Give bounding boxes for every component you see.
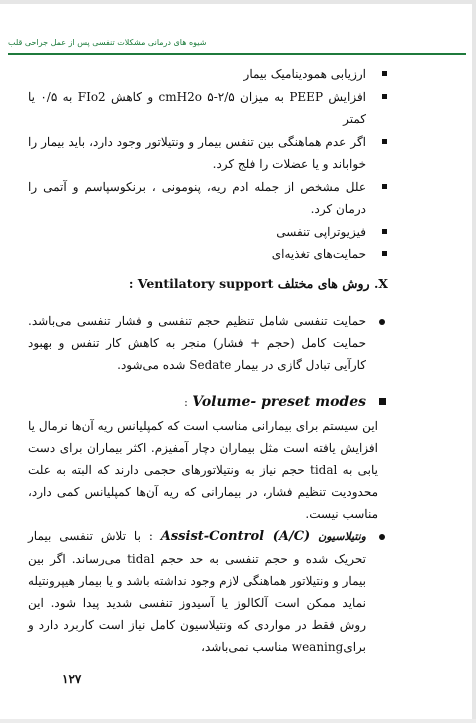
page-frame-right xyxy=(472,0,476,723)
support-paragraph: حمایت تنفسی شامل تنظیم حجم تنفسی و فشار تنفسی می‌باشد. حمایت کامل (حجم + فشار) منجر به کاهش کار تنفس و بهبود کارآیی تبادل گازی در بیمار Sedate شده می‌شود. xyxy=(28,310,388,376)
page-frame-top xyxy=(0,0,476,4)
page-frame-bottom xyxy=(0,719,476,723)
list-item: علل مشخص از جمله ادم ریه، پنومونی ، برنکوسپاسم و آتمی را درمان کرد. xyxy=(28,176,388,221)
section-number: X. xyxy=(373,275,388,291)
volume-modes-heading: Volume- preset modes : xyxy=(28,390,388,415)
square-bullet-icon xyxy=(379,398,386,405)
list-item: ارزیابی همودینامیک بیمار xyxy=(28,63,388,86)
round-bullet-icon xyxy=(379,319,385,325)
square-bullet-icon xyxy=(382,184,387,189)
list-item: اگر عدم هماهنگی بین تنفس بیمار و ونتیلاتور وجود دارد، باید بیمار را خواباند و یا عضلات را فلج کرد. xyxy=(28,131,388,176)
page-body xyxy=(28,63,388,658)
round-bullet-icon xyxy=(379,534,385,540)
square-bullet-icon xyxy=(382,251,387,256)
list-item: افزایش PEEP به میزان cmH2o ۵-۲/۵ و کاهش FIo2 به ۰/۵ یا کمتر xyxy=(28,86,388,131)
bullet-list xyxy=(28,63,388,266)
list-item: فیزیوتراپی تنفسی xyxy=(28,221,388,244)
section-title-en: Ventilatory support : xyxy=(128,275,274,291)
page-number: ۱۲۷ xyxy=(62,672,82,686)
square-bullet-icon xyxy=(382,139,387,144)
section-heading xyxy=(28,272,388,296)
section-title-fa: روش های مختلف xyxy=(277,275,370,291)
header-rule xyxy=(8,53,466,55)
square-bullet-icon xyxy=(382,71,387,76)
square-bullet-icon xyxy=(382,94,387,99)
assist-control-paragraph: ونتیلاسیون Assist-Control (A/C) : با تلاش تنفسی بیمار تحریک شده و حجم تنفسی به حد حجم tidal می‌رساند. اگر بین بیمار و ونتیلاتور هماهنگی لازم وجود نداشته باشد و یا بیمار هیپرونتیله نماید ممکن است آلکالوز یا آسیدوز تنفسی شدید پیدا شود. این روش فقط در مواردی که ونتیلاسیون کامل نیاز است کاربرد دارد و برایweaning مناسب نمی‌باشد، xyxy=(28,525,388,658)
square-bullet-icon xyxy=(382,229,387,234)
list-item: حمایت‌های تغذیه‌ای xyxy=(28,243,388,266)
volume-modes-paragraph: این سیستم برای بیمارانی مناسب است که کمپلیانس ریه آن‌ها نرمال یا افزایش یافته است مثل بیماران دچار آمفیزم. اکثر بیماران برای دست یابی به tidal حجم نیاز به ونتیلاتورهای حجمی دارند که البته به علت محدودیت تنظیم فشار، در بیمارانی که ریه آن‌ها کمپلیانس کمی دارد، مناسب نیست. xyxy=(28,418,378,521)
running-header: شیوه های درمانی مشکلات تنفسی پس از عمل جراحی قلب xyxy=(8,38,207,47)
